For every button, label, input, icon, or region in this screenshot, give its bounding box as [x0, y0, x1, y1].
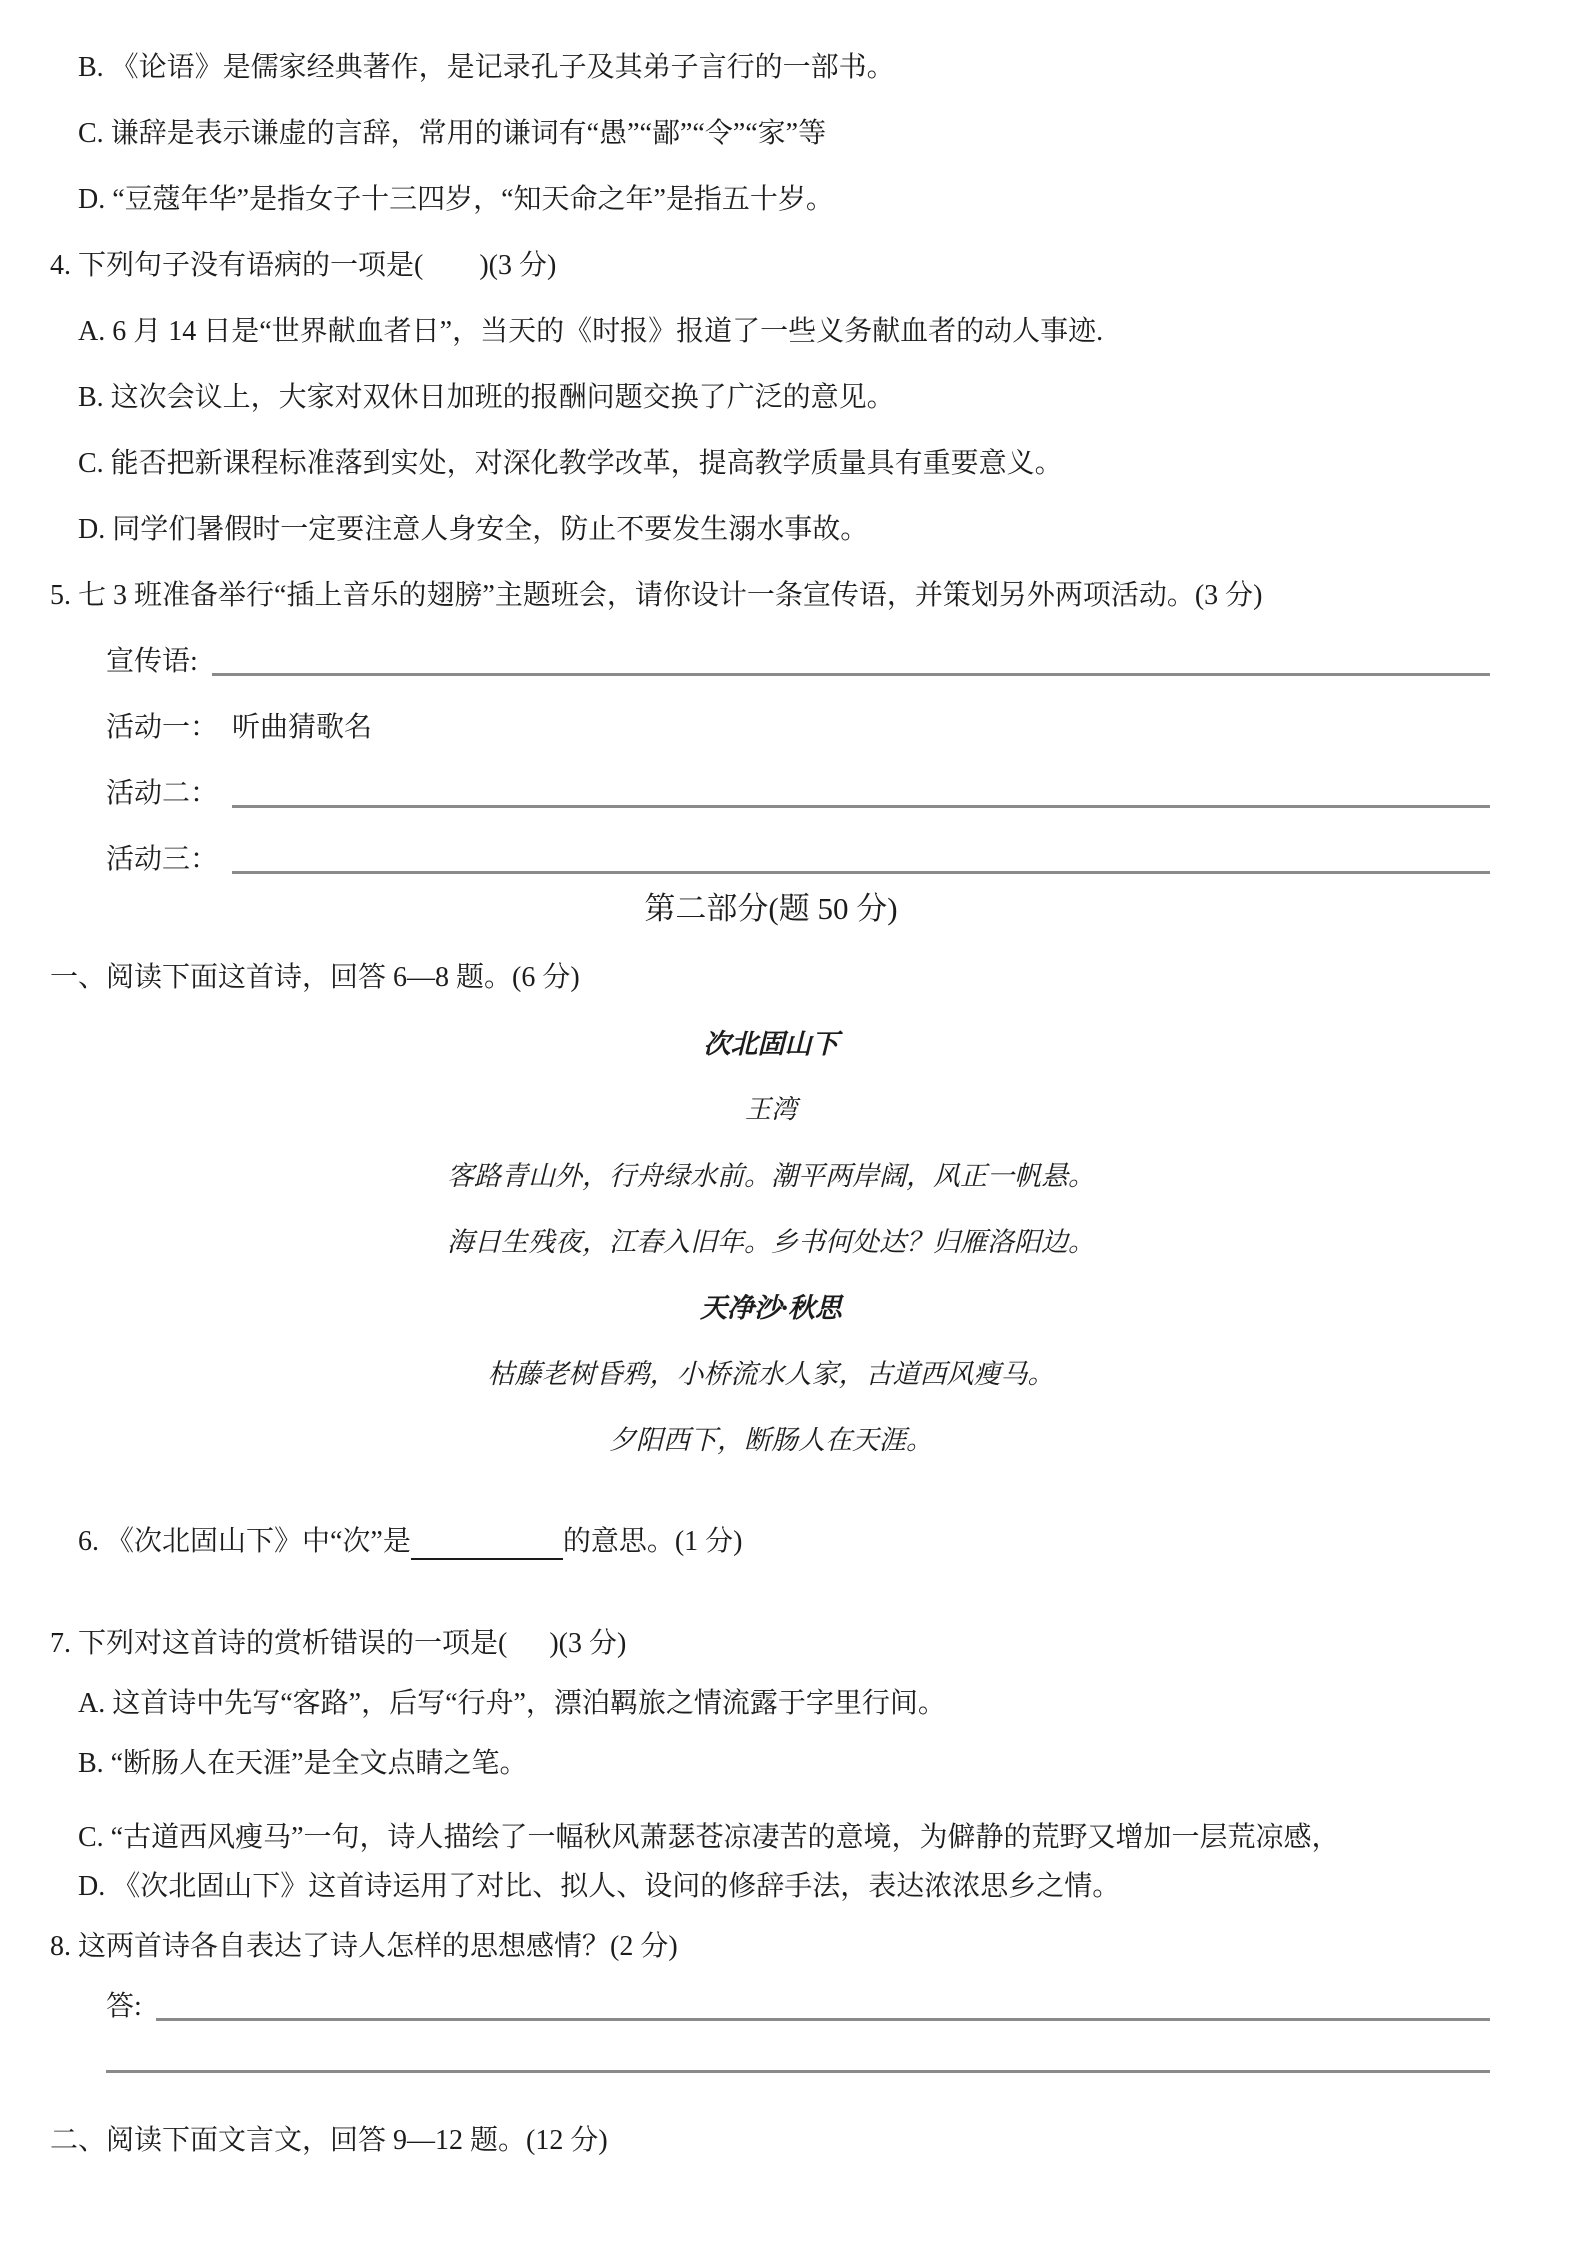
q5-field-activity-2: [0, 776, 1490, 812]
answer-blank-line: [212, 644, 1490, 676]
q4-option-b: B. 这次会议上，大家对双休日加班的报酬问题交换了广泛的意见。: [78, 382, 895, 413]
poem1-author: 王湾: [744, 1095, 797, 1124]
q4-option-c: C. 能否把新课程标准落到实处，对深化教学改革，提高教学质量具有重要意义。: [78, 448, 1063, 479]
q6-stem: [0, 1488, 1542, 1596]
q8-answer-field: [0, 1989, 1490, 2025]
field-value: 听曲猜歌名: [232, 712, 373, 743]
poem1-line-2: 海日生残夜，江春入旧年。乡书何处达？归雁洛阳边。: [447, 1227, 1095, 1257]
answer-label: 答:: [106, 1991, 142, 2022]
q7-option-a: A. 这首诗中先写“客路”，后写“行舟”，漂泊羁旅之情流露于字里行间。: [78, 1688, 946, 1719]
q4-option-d: D. 同学们暑假时一定要注意人身安全，防止不要发生溺水事故。: [78, 514, 869, 545]
q5-field-slogan: [0, 644, 1490, 680]
answer-blank-line-2: [106, 2070, 1490, 2073]
poem2-title: 天净沙·秋思: [700, 1293, 842, 1323]
q3-option-d: D. “豆蔻年华”是指女子十三四岁，“知天命之年”是指五十岁。: [78, 184, 834, 215]
q5-field-activity-3: [0, 842, 1490, 878]
poem2-line-1: 枯藤老树昏鸦，小桥流水人家，古道西风瘦马。: [487, 1359, 1055, 1389]
q3-option-b: B. 《论语》是儒家经典著作，是记录孔子及其弟子言行的一部书。: [78, 52, 895, 83]
field-label: 宣传语:: [106, 646, 198, 677]
answer-blank-line: [156, 1989, 1490, 2021]
q7-option-b: B. “断肠人在天涯”是全文点睛之笔。: [78, 1748, 528, 1779]
q5-stem: 5. 七 3 班准备举行“插上音乐的翅膀”主题班会，请你设计一条宣传语，并策划另外两项活动。(3 分): [50, 580, 1263, 611]
q6-prefix: 6. 《次北固山下》中“次”是: [78, 1526, 411, 1557]
fill-in-blank: [411, 1526, 563, 1560]
poem2-line-2: 夕阳西下，断肠人在天涯。: [609, 1425, 933, 1455]
answer-blank-line: [232, 776, 1490, 808]
part2-title: 第二部分(题 50 分): [644, 891, 898, 926]
q6-suffix: 的意思。(1 分): [562, 1526, 743, 1557]
q4-stem: 4. 下列句子没有语病的一项是( )(3 分): [50, 250, 557, 281]
q7-option-d: D. 《次北固山下》这首诗运用了对比、拟人、设问的修辞手法，表达浓浓思乡之情。: [78, 1871, 1121, 1902]
field-label: 活动三：: [106, 844, 219, 875]
answer-blank-line: [232, 842, 1490, 874]
q4-option-a: A. 6 月 14 日是“世界献血者日”，当天的《时报》报道了一些义务献血者的动人事迹.: [78, 316, 1104, 347]
q5-field-activity-1: [0, 710, 1490, 746]
q3-option-c: C. 谦辞是表示谦虚的言辞，常用的谦词有“愚”“鄙”“令”“家”等: [78, 118, 827, 149]
field-label: 活动一：: [106, 712, 219, 743]
field-label: 活动二：: [106, 778, 219, 809]
section1-heading: 一、阅读下面这首诗，回答 6—8 题。(6 分): [50, 962, 580, 993]
q7-stem: 7. 下列对这首诗的赏析错误的一项是( )(3 分): [50, 1628, 627, 1659]
q7-option-c: C. “古道西风瘦马”一句，诗人描绘了一幅秋风萧瑟苍凉凄苦的意境，为僻静的荒野又增加一层荒凉感，: [78, 1822, 1340, 1853]
poem1-title: 次北固山下: [703, 1029, 839, 1059]
section2-heading: 二、阅读下面文言文，回答 9—12 题。(12 分): [50, 2125, 608, 2156]
q8-stem: 8. 这两首诗各自表达了诗人怎样的思想感情？(2 分): [50, 1931, 678, 1962]
poem1-line-1: 客路青山外，行舟绿水前。潮平两岸阔，风正一帆悬。: [447, 1161, 1095, 1191]
